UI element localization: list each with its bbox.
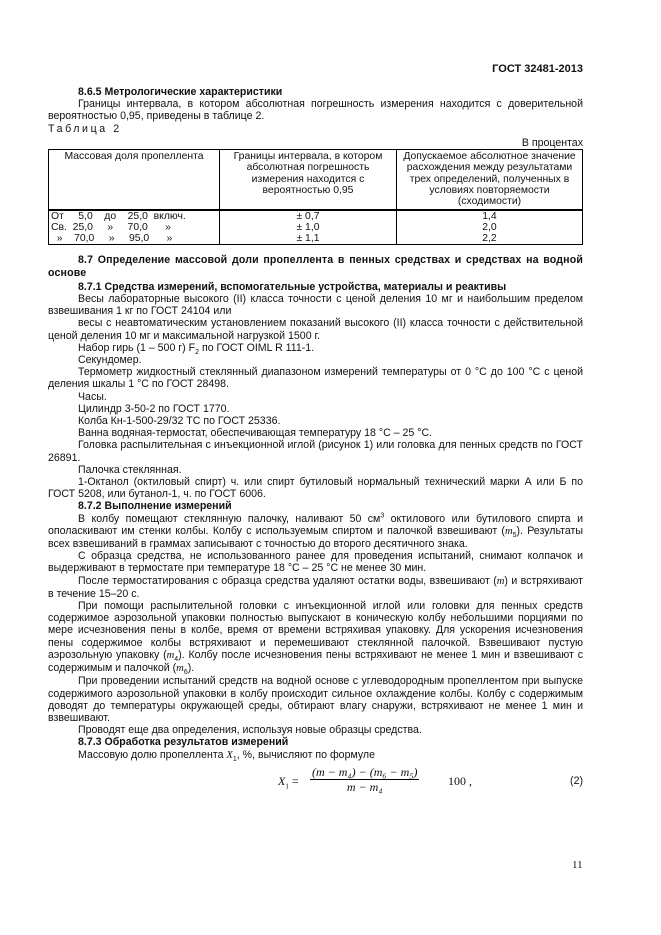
page-number: 11 [572,859,583,871]
table-row [49,222,583,233]
equipment-item: весы с неавтоматическим установлением показаний высокого (II) класса точности с действительной ценой деления 10 мг и максимальной нагрузкой 1500 г. [48,317,583,342]
cell-range: » 70,0 » 95,0 » [49,233,220,245]
equipment-item: Термометр жидкостный стеклянный диапазоном измерений температуры от 0 °С до 100 °С с ценой деления шкалы 1 °С по ГОСТ 28498. [48,366,583,391]
equipment-item: 1-Октанол (октиловый спирт) ч. или спирт бутиловый нормальный технический марки А или Б по ГОСТ 5208, или бутанол-1, ч. по ГОСТ 6006. [48,476,583,501]
cell-divergence: 1,4 [397,210,583,222]
section-8-7-2-title: 8.7.2 Выполнение измерений [78,500,232,513]
procedure-paragraph: С образца средства, не использованного ранее для проведения испытаний, снимают колпачок и выдерживают в термостате при температуре 18 °С – 25 °С не менее 30 мин. [48,550,583,575]
table-header-row [49,150,583,210]
table-row [49,210,583,222]
equipment-item: Секундомер. [78,354,142,367]
table-2 [48,149,583,245]
cell-divergence: 2,2 [397,233,583,245]
table-caption: Таблица 2 [48,122,122,135]
column-header-interval: Границы интервала, в котором абсолютная погрешность измерения находится с вероятностью 0,95 [220,150,397,210]
equipment-item: Головка распылительная с инъекционной иглой (рисунок 1) или головка для пенных средств по ГОСТ 26891. [48,439,583,464]
procedure-paragraph: В колбу помещают стеклянную палочку, наливают 50 $см^3$ октилового или бутилового спирта и ополаскивают им стенки колбы. Колбу с используемым спиртом и палочкой взвешивают $(m_5)$. Результаты всех взвешиваний в граммах записывают с точностью до второго десятичного знака. [48,512,583,551]
formula-numerator: (m − m₄) − (m₆ − m₅) [312,764,418,779]
page-content [48,86,583,806]
procedure-paragraph: При проведении испытаний средств на водной основе с углеводородным пропеллентом при выпуске содержимого аэрозольной упаковки в колбу происходит сильное охлаждение колбы. Колбу с содержимым доводят до температуры окружающей среды, обтирают влагу снаружи, встряхивают не менее 1 мин и взвешивают. [48,675,583,724]
equipment-item: Цилиндр 3-50-2 по ГОСТ 1770. [78,402,230,415]
table-unit: В процентах [521,136,583,149]
column-header-divergence: Допускаемое абсолютное значение расхождения между результатами трех определений, полученных в условиях повторяемости (сходимости) [397,150,583,210]
section-8-7-3-title: 8.7.3 Обработка результатов измерений [78,736,289,749]
table-row [49,233,583,245]
procedure-paragraph: После термостатирования с образца средства удаляют остатки воды, взвешивают (m) и встряхивают в течение 15–20 с. [48,574,583,600]
procedure-paragraph: Проводят еще два определения, используя новые образцы средства. [78,724,422,737]
cell-range: От 5,0 до 25,0 включ. [49,210,220,222]
formula-intro: Массовую долю пропеллента $X_1$, %, вычисляют по формуле [78,748,376,763]
formula-fraction [310,766,419,793]
cell-interval: ± 1,0 [220,222,397,233]
section-8-6-5-title: 8.6.5 Метрологические характеристики [78,86,283,98]
formula-lhs: $X_1$ = [278,773,299,791]
cell-range: Св. 25,0 » 70,0 » [49,222,220,233]
equipment-item: Набор гирь (1 – 500 г) $F_2$ по ГОСТ OIML R 111-1. [78,341,315,356]
equipment-item: Палочка стеклянная. [78,463,182,476]
procedure-paragraph: При помощи распылительной головки с инъекционной иглой или головки для пенных средств содержимое аэрозольной упаковки полностью выпускают в коническую колбу небольшими порциями по мере исчезновения пены в колбе, время от времени встряхивая упаковку. Для ускорения исчезновения пены содержимое колбы встряхивают и перемешивают стеклянной палочкой. Взвешивают пустую аэрозольную упаковку $(m_4)$. Колбу после исчезновения пены встряхивают не менее 1 мин и взвешивают с содержимым и палочкой $(m_6)$. [48,600,583,677]
cell-interval: ± 0,7 [220,210,397,222]
cell-divergence: 2,0 [397,222,583,233]
formula-denominator: m − m₄ [346,779,383,794]
column-header-mass-fraction: Массовая доля пропеллента [49,150,220,210]
formula-number: (2) [570,774,583,787]
equipment-item: Колба Кн-1-500-29/32 ТС по ГОСТ 25336. [78,415,281,428]
standard-header: ГОСТ 32481-2013 [492,63,583,75]
formula-2 [48,766,583,806]
cell-interval: ± 1,1 [220,233,397,245]
formula-multiplier: 100 , [448,773,472,788]
section-8-7-title: 8.7 Определение массовой доли пропеллента в пенных средствах и средствах на водной основе [48,254,583,279]
equipment-item: Ванна водяная-термостат, обеспечивающая температуру 18 °С – 25 °С. [78,427,433,440]
equipment-item: Весы лабораторные высокого (II) класса точности с ценой деления 10 мг и наибольшим пределом взвешивания 1 кг по ГОСТ 24104 или [48,293,583,318]
section-8-7-1-title: 8.7.1 Средства измерений, вспомогательные устройства, материалы и реактивы [78,280,507,293]
equipment-item: Часы. [78,390,107,403]
section-8-6-5-text: Границы интервала, в котором абсолютная погрешность измерения находится с доверительной вероятностью 0,95, приведены в таблице 2. [48,98,583,123]
